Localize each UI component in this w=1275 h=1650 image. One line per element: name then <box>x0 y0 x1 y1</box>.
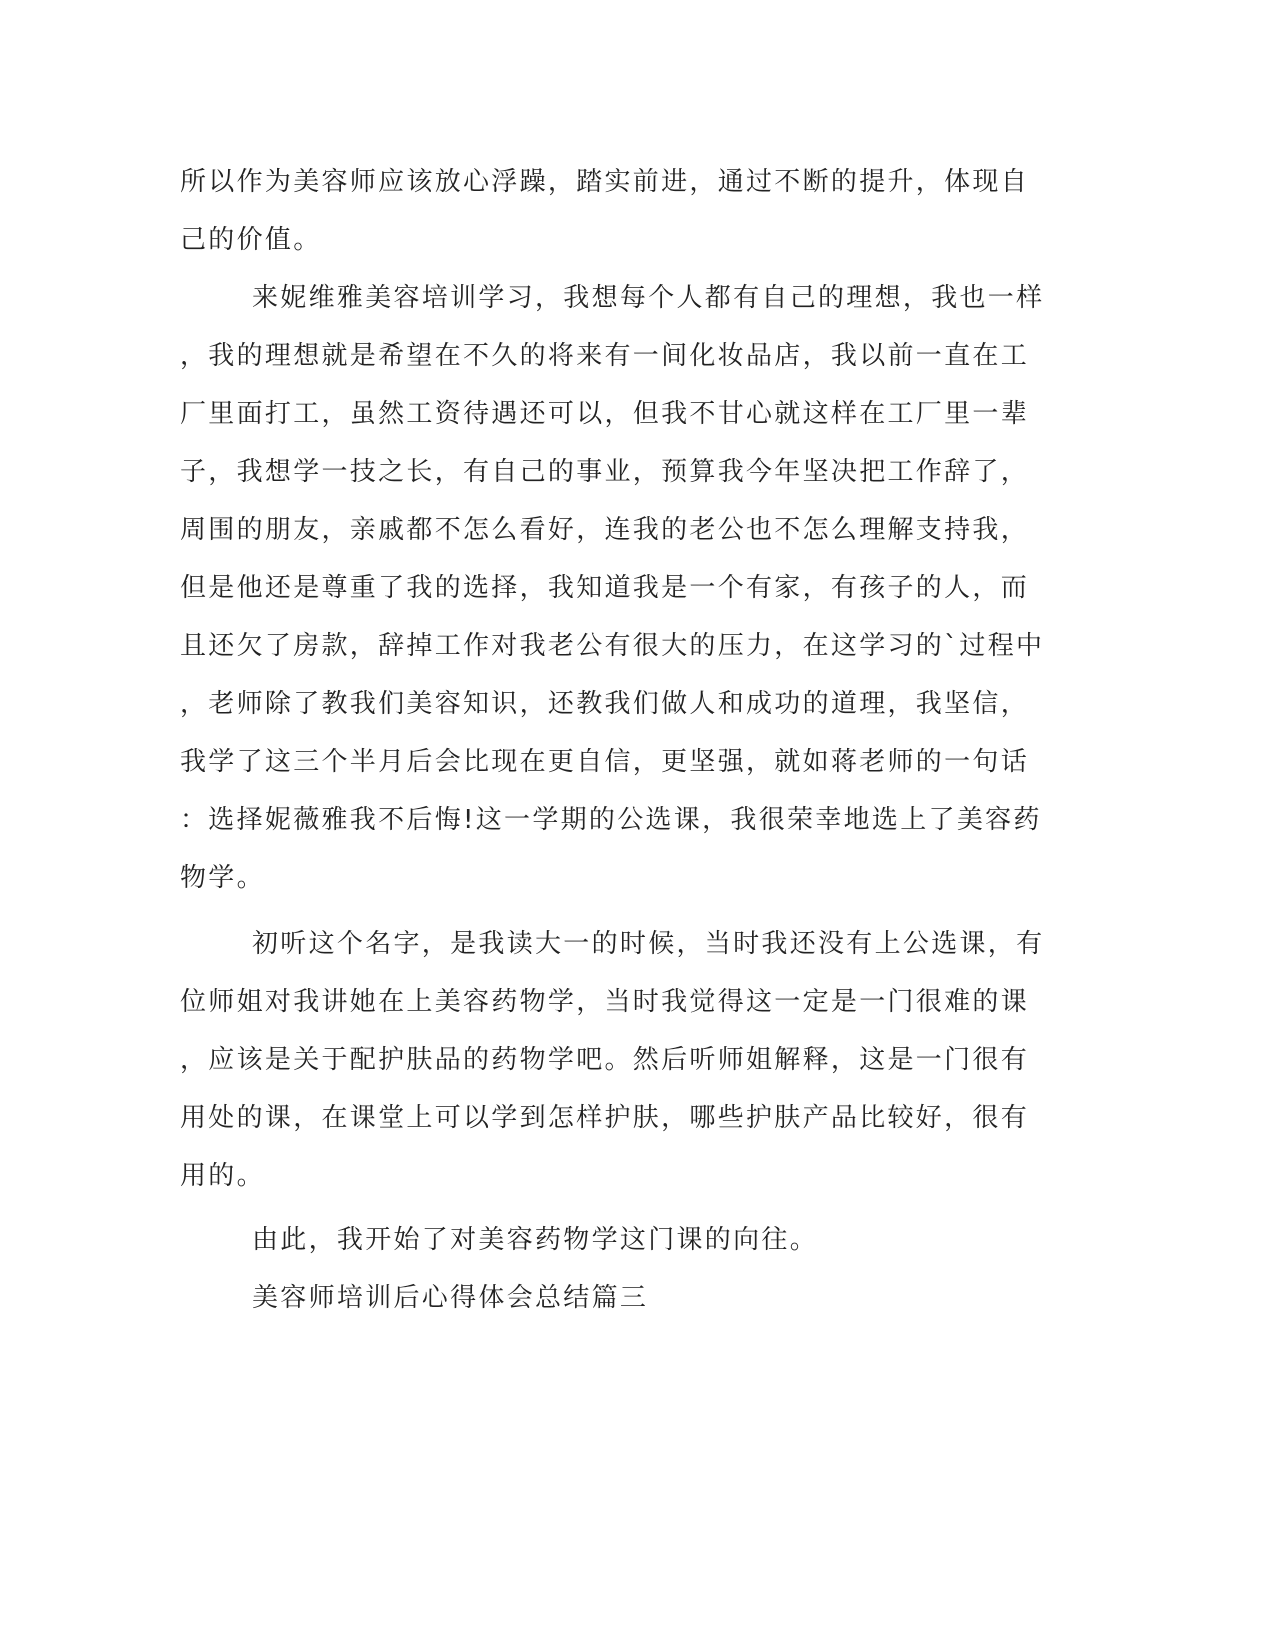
text-line: ：选择妮薇雅我不后悔!这一学期的公选课，我很荣幸地选上了美容药 <box>180 805 1042 835</box>
text-line: 初听这个名字，是我读大一的时候，当时我还没有上公选课，有 <box>252 929 1045 959</box>
text-line: 我学了这三个半月后会比现在更自信，更坚强，就如蒋老师的一句话 <box>180 747 1030 777</box>
text-line: 厂里面打工，虽然工资待遇还可以，但我不甘心就这样在工厂里一辈 <box>180 399 1030 429</box>
text-line: 物学。 <box>180 863 265 893</box>
text-line: 子，我想学一技之长，有自己的事业，预算我今年坚决把工作辞了， <box>180 457 1030 487</box>
text-line: 由此，我开始了对美容药物学这门课的向往。 <box>252 1225 819 1255</box>
text-line: 所以作为美容师应该放心浮躁，踏实前进，通过不断的提升，体现自 <box>180 167 1030 197</box>
text-line: 但是他还是尊重了我的选择，我知道我是一个有家，有孩子的人，而 <box>180 573 1030 603</box>
text-line: ，应该是关于配护肤品的药物学吧。然后听师姐解释，这是一门很有 <box>180 1045 1030 1075</box>
text-line: 用处的课，在课堂上可以学到怎样护肤，哪些护肤产品比较好，很有 <box>180 1103 1030 1133</box>
text-line: 位师姐对我讲她在上美容药物学，当时我觉得这一定是一门很难的课 <box>180 987 1030 1017</box>
text-line: ，我的理想就是希望在不久的将来有一间化妆品店，我以前一直在工 <box>180 341 1030 371</box>
text-line: 周围的朋友，亲戚都不怎么看好，连我的老公也不怎么理解支持我， <box>180 515 1030 545</box>
text-line: 且还欠了房款，辞掉工作对我老公有很大的压力，在这学习的`过程中 <box>180 631 1045 661</box>
text-line: 己的价值。 <box>180 225 322 255</box>
text-line: 用的。 <box>180 1161 265 1191</box>
section-heading: 美容师培训后心得体会总结篇三 <box>252 1283 649 1313</box>
text-line: ，老师除了教我们美容知识，还教我们做人和成功的道理，我坚信， <box>180 689 1030 719</box>
text-line: 来妮维雅美容培训学习，我想每个人都有自己的理想，我也一样 <box>252 283 1045 313</box>
